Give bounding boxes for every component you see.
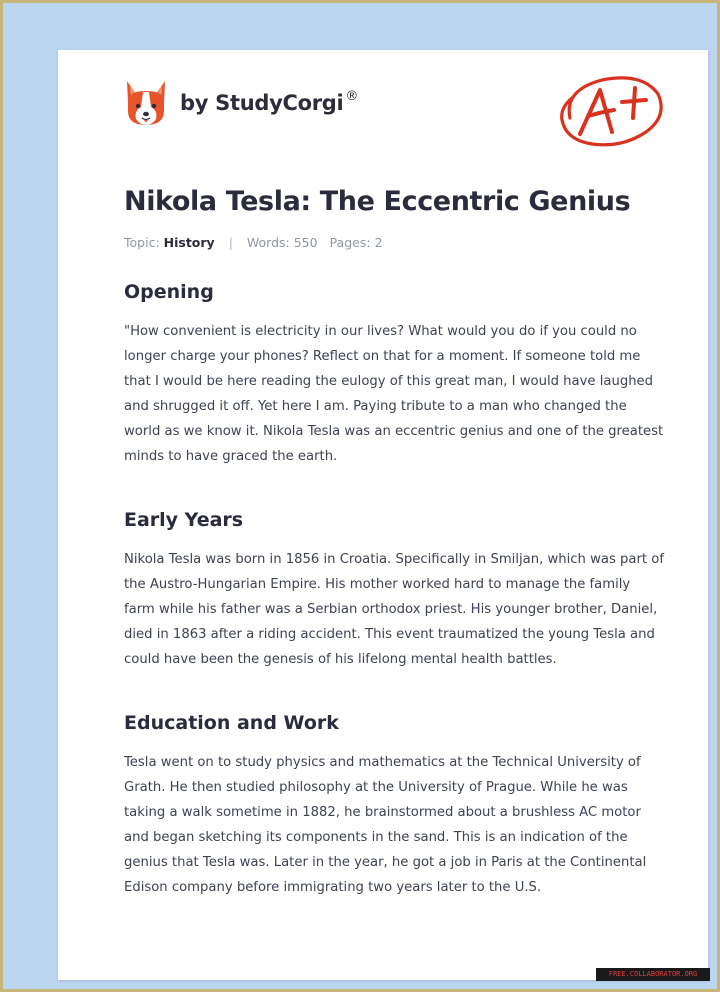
pages-count: 2 — [374, 235, 383, 250]
pages-label: Pages: — [329, 235, 371, 250]
registered-mark: ® — [345, 89, 359, 104]
brand-name-text: by StudyCorgi — [180, 91, 344, 115]
section-opening — [124, 279, 664, 469]
words-count: 550 — [293, 235, 318, 250]
topic-link[interactable]: History — [163, 235, 215, 250]
section-body: Tesla went on to study physics and mathematics at the Technical University of Grath. He then studied philosophy at the University of Prague. While he was taking a walk sometime in 1882, he brainstormed about a brushless AC motor and began sketching its components in the sand. This is an indication of the genius that Tesla was. Later in the year, he got a job in Paris at the Continental Edison company before immigrating two years later to the U.S. — [124, 755, 647, 895]
document-title: Nikola Tesla: The Eccentric Genius — [124, 186, 631, 217]
brand-logo[interactable] — [124, 78, 359, 128]
document-meta — [124, 234, 383, 252]
section-education-and-work — [124, 710, 664, 900]
section-heading: Education and Work — [124, 712, 339, 734]
grade-a-plus-icon — [550, 68, 672, 152]
meta-separator: | — [228, 235, 233, 250]
corgi-logo-icon — [124, 79, 168, 127]
words-label: Words: — [246, 235, 290, 250]
brand-name — [180, 89, 359, 115]
section-heading: Opening — [124, 281, 214, 303]
section-body: "How convenient is electricity in our lives? What would you do if you could no longer charge your phones? Reflect on that for a moment. If someone told me that I would be here reading the eulogy of this great man, I would have laughed and shrugged it off. Yet here I am. Paying tribute to a man who changed the world as we know it. Nikola Tesla was an eccentric genius and one of the greatest minds to have graced the earth. — [124, 324, 664, 464]
section-early-years — [124, 507, 664, 672]
watermark-label: FREE.COLLABORATOR.ORG — [596, 968, 710, 981]
section-body: Nikola Tesla was born in 1856 in Croatia. Specifically in Smiljan, which was part of the Austro-Hungarian Empire. His mother worked hard to manage the family farm while his father was a Serbian orthodox priest. His younger brother, Daniel, died in 1863 after a riding accident. This event traumatized the young Tesla and could have been the genesis of his lifelong mental health battles. — [124, 552, 664, 667]
topic-label: Topic: — [124, 235, 160, 250]
section-heading: Early Years — [124, 509, 244, 531]
